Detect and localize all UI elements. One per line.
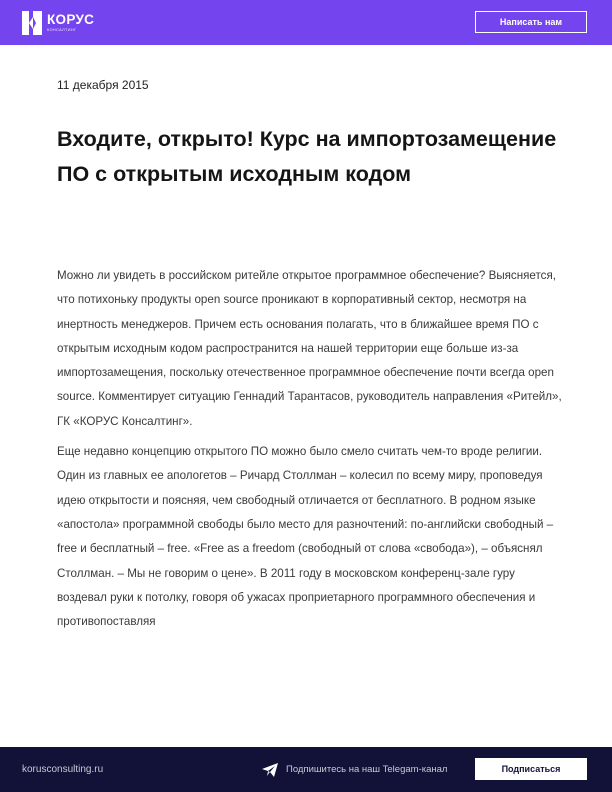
article-paragraph: Еще недавно концепцию открытого ПО можно было смело считать чем-то вроде религии. Один из главных ее апологетов – Ричард Столлман – колесил по всему миру, проповедуя идею открытости и поясняя, чем свободный отличается от бесплатного. В родном языке «апостола» программной свободы было место для разночтений: по-английски свободный – free и бесплатный – free. «Free as a freedom (свободный от слова «свобода»), – объяснял Столлман. – Мы не говорим о цене». В 2011 году в московском конференц-зале гуру воздевал руки к потолку, говоря об ужасах проприетарного программного обеспечения и противопоставляя bbox=[57, 445, 554, 629]
article-body bbox=[57, 264, 562, 640]
site-header bbox=[0, 0, 612, 45]
korus-logo-icon bbox=[22, 11, 42, 35]
contact-us-button[interactable]: Написать нам bbox=[475, 11, 587, 33]
subscribe-button[interactable]: Подписаться bbox=[475, 758, 587, 780]
article-date: 11 декабря 2015 bbox=[57, 78, 149, 92]
site-footer bbox=[0, 747, 612, 792]
logo-name: КОРУС bbox=[47, 11, 95, 27]
logo-subtitle: КОНСАЛТИНГ bbox=[47, 27, 77, 32]
korus-logo[interactable] bbox=[22, 10, 94, 35]
article-title: Входите, открыто! Курс на импортозамещение ПО с открытым исходным кодом bbox=[57, 127, 557, 186]
telegram-subscribe-text[interactable]: Подпишитесь на наш Telegam-канал bbox=[286, 764, 448, 775]
article-paragraph: Можно ли увидеть в российском ритейле открытое программное обеспечение? Выясняется, что потихоньку продукты open source проникают в корпоративный сектор, несмотря на инертность менеджеров. Причем есть основания полагать, что в ближайшее время ПО с открытым исходным кодом распространится на нашей территории еще больше из-за импортозамещения, поскольку отечественное программное обеспечение почти всегда open source. Комментирует ситуацию Геннадий Тарантасов, руководитель направления «Ритейл», ГК «КОРУС Консалтинг». bbox=[57, 269, 562, 428]
footer-site-link[interactable]: korusconsulting.ru bbox=[22, 764, 104, 775]
telegram-icon[interactable] bbox=[262, 763, 278, 777]
